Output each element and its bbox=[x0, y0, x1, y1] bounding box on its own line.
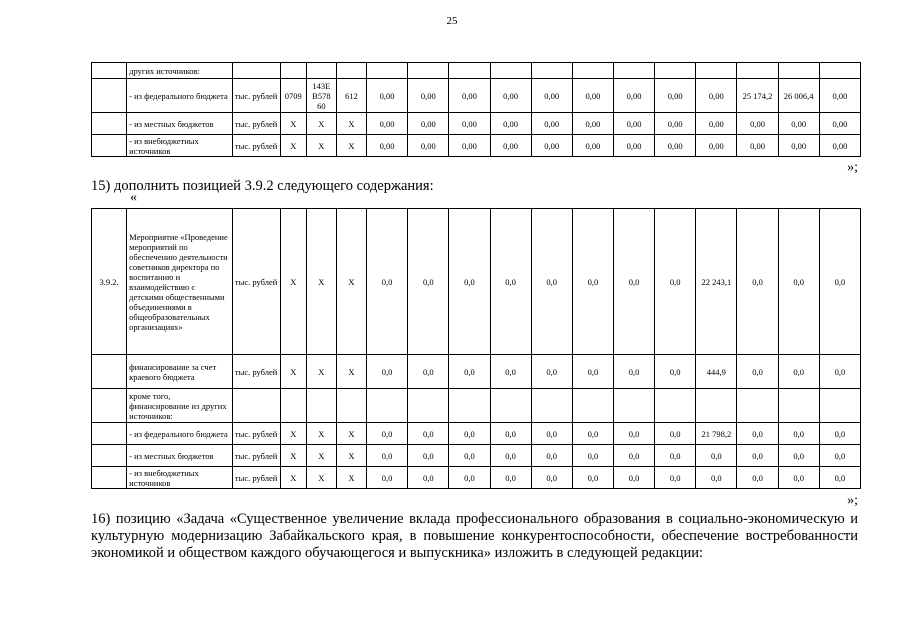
value-cell: 0,0 bbox=[531, 445, 572, 467]
value-cell: 0,0 bbox=[490, 423, 531, 445]
value-cell: 0,0 bbox=[367, 355, 408, 389]
value-cell: 0,00 bbox=[819, 135, 860, 157]
value-cell: 0,00 bbox=[696, 79, 737, 113]
row-number-cell bbox=[92, 63, 127, 79]
value-cell: 0,0 bbox=[655, 445, 696, 467]
unit-cell: тыс. рублей bbox=[232, 467, 280, 489]
value-cell: 0709 bbox=[280, 79, 306, 113]
value-cell: Х bbox=[280, 423, 306, 445]
value-cell: 0,0 bbox=[531, 209, 572, 355]
row-description-cell: других источников: bbox=[127, 63, 232, 79]
value-cell: 0,0 bbox=[737, 467, 778, 489]
value-cell: Х bbox=[306, 113, 336, 135]
value-cell: Х bbox=[336, 209, 366, 355]
value-cell: 0,0 bbox=[655, 467, 696, 489]
item-15-text: 15) дополнить позицией 3.9.2 следующего содержания: bbox=[91, 178, 434, 194]
value-cell: Х bbox=[336, 135, 366, 157]
row-number-cell bbox=[92, 423, 127, 445]
value-cell: 0,0 bbox=[367, 467, 408, 489]
value-cell: 0,00 bbox=[778, 113, 819, 135]
value-cell: 0,00 bbox=[613, 79, 654, 113]
table-row bbox=[92, 467, 861, 489]
value-cell: Х bbox=[280, 209, 306, 355]
unit-cell: тыс. рублей bbox=[232, 209, 280, 355]
value-cell: 0,0 bbox=[572, 445, 613, 467]
item-16-text: 16) позицию «Задача «Существенное увеличение вклада профессионального образования в социально-экономическую и культурную модернизацию Забайкальского края, в повышение конкурентоспособности, обеспечение востребованности экономикой и обществом каждого обучающегося и выпускника» изложить в следующей редакции: bbox=[91, 511, 858, 561]
value-cell: Х bbox=[336, 445, 366, 467]
value-cell: 0,0 bbox=[572, 423, 613, 445]
budget-table-3-9-2 bbox=[91, 208, 861, 489]
value-cell: 0,0 bbox=[449, 209, 490, 355]
value-cell: Х bbox=[280, 467, 306, 489]
value-cell: 0,0 bbox=[408, 209, 449, 355]
value-cell: 0,0 bbox=[778, 467, 819, 489]
value-cell: 0,0 bbox=[737, 355, 778, 389]
value-cell: 0,00 bbox=[737, 113, 778, 135]
unit-cell: тыс. рублей bbox=[232, 445, 280, 467]
value-cell: 0,0 bbox=[737, 423, 778, 445]
value-cell: 0,0 bbox=[367, 209, 408, 355]
value-cell: 26 006,4 bbox=[778, 79, 819, 113]
table-row bbox=[92, 423, 861, 445]
table-row bbox=[92, 209, 861, 355]
value-cell: 0,0 bbox=[449, 467, 490, 489]
value-cell: 0,0 bbox=[490, 209, 531, 355]
value-cell: 0,00 bbox=[531, 79, 572, 113]
value-cell bbox=[531, 389, 572, 423]
value-cell: 0,00 bbox=[572, 113, 613, 135]
row-number-cell bbox=[92, 389, 127, 423]
value-cell: 0,0 bbox=[408, 423, 449, 445]
unit-cell: тыс. рублей bbox=[232, 355, 280, 389]
value-cell bbox=[613, 63, 654, 79]
row-number-cell: 3.9.2. bbox=[92, 209, 127, 355]
page-number: 25 bbox=[446, 15, 458, 27]
value-cell bbox=[336, 63, 366, 79]
value-cell bbox=[490, 63, 531, 79]
value-cell: 0,0 bbox=[655, 423, 696, 445]
row-number-cell bbox=[92, 79, 127, 113]
value-cell bbox=[408, 63, 449, 79]
value-cell bbox=[572, 63, 613, 79]
value-cell: 0,0 bbox=[613, 423, 654, 445]
value-cell: 0,00 bbox=[696, 135, 737, 157]
table-row bbox=[92, 63, 861, 79]
value-cell bbox=[778, 63, 819, 79]
unit-cell bbox=[232, 389, 280, 423]
value-cell: Х bbox=[306, 355, 336, 389]
value-cell: 0,0 bbox=[696, 467, 737, 489]
value-cell: 0,0 bbox=[613, 209, 654, 355]
value-cell: Х bbox=[306, 445, 336, 467]
value-cell: Х bbox=[336, 355, 366, 389]
row-number-cell bbox=[92, 113, 127, 135]
value-cell bbox=[696, 389, 737, 423]
value-cell: 0,0 bbox=[778, 423, 819, 445]
value-cell: 0,00 bbox=[655, 113, 696, 135]
value-cell: 0,0 bbox=[572, 209, 613, 355]
value-cell bbox=[572, 389, 613, 423]
value-cell bbox=[778, 389, 819, 423]
value-cell: 0,0 bbox=[531, 467, 572, 489]
value-cell: 0,0 bbox=[696, 445, 737, 467]
value-cell: Х bbox=[280, 445, 306, 467]
value-cell bbox=[819, 389, 860, 423]
row-description-cell: - из федерального бюджета bbox=[127, 423, 232, 445]
value-cell bbox=[737, 63, 778, 79]
value-cell: 0,00 bbox=[531, 135, 572, 157]
value-cell bbox=[655, 63, 696, 79]
value-cell: 0,00 bbox=[367, 135, 408, 157]
value-cell: 0,00 bbox=[572, 135, 613, 157]
value-cell bbox=[449, 63, 490, 79]
value-cell: 0,0 bbox=[655, 355, 696, 389]
row-description-cell: - из местных бюджетов bbox=[127, 445, 232, 467]
value-cell: 0,0 bbox=[449, 355, 490, 389]
value-cell: 0,00 bbox=[778, 135, 819, 157]
value-cell: 0,0 bbox=[737, 209, 778, 355]
value-cell: Х bbox=[336, 467, 366, 489]
value-cell: 25 174,2 bbox=[737, 79, 778, 113]
value-cell: 0,00 bbox=[819, 79, 860, 113]
value-cell: 0,00 bbox=[449, 79, 490, 113]
value-cell bbox=[280, 389, 306, 423]
value-cell bbox=[696, 63, 737, 79]
value-cell bbox=[336, 389, 366, 423]
value-cell: 0,00 bbox=[490, 135, 531, 157]
value-cell bbox=[306, 63, 336, 79]
value-cell: 21 798,2 bbox=[696, 423, 737, 445]
value-cell: 0,00 bbox=[572, 79, 613, 113]
table-row bbox=[92, 135, 861, 157]
value-cell: 0,00 bbox=[531, 113, 572, 135]
table-row bbox=[92, 355, 861, 389]
value-cell: 0,0 bbox=[572, 467, 613, 489]
value-cell bbox=[531, 63, 572, 79]
unit-cell: тыс. рублей bbox=[232, 423, 280, 445]
value-cell: 0,0 bbox=[778, 445, 819, 467]
value-cell: 0,00 bbox=[655, 79, 696, 113]
row-description-cell: кроме того, финансирование из других источников: bbox=[127, 389, 232, 423]
value-cell: 444,9 bbox=[696, 355, 737, 389]
row-description-cell: - из местных бюджетов bbox=[127, 113, 232, 135]
value-cell: 143E B578 60 bbox=[306, 79, 336, 113]
value-cell: 0,00 bbox=[449, 113, 490, 135]
value-cell bbox=[367, 389, 408, 423]
value-cell: 22 243,1 bbox=[696, 209, 737, 355]
value-cell: 0,00 bbox=[408, 79, 449, 113]
value-cell bbox=[408, 389, 449, 423]
value-cell: 0,00 bbox=[408, 135, 449, 157]
value-cell bbox=[449, 389, 490, 423]
value-cell: Х bbox=[280, 355, 306, 389]
value-cell: 0,0 bbox=[408, 467, 449, 489]
unit-cell: тыс. рублей bbox=[232, 113, 280, 135]
value-cell: 0,0 bbox=[490, 445, 531, 467]
value-cell bbox=[819, 63, 860, 79]
row-description-cell: - из внебюджетных источников bbox=[127, 135, 232, 157]
value-cell bbox=[613, 389, 654, 423]
value-cell: 0,0 bbox=[490, 467, 531, 489]
value-cell bbox=[367, 63, 408, 79]
value-cell: 0,0 bbox=[367, 423, 408, 445]
row-number-cell bbox=[92, 445, 127, 467]
value-cell: 0,0 bbox=[613, 467, 654, 489]
value-cell: 0,0 bbox=[819, 209, 860, 355]
budget-table-top bbox=[91, 62, 861, 157]
row-number-cell bbox=[92, 355, 127, 389]
value-cell: Х bbox=[306, 209, 336, 355]
table-row bbox=[92, 113, 861, 135]
value-cell: 0,0 bbox=[613, 355, 654, 389]
value-cell: 0,0 bbox=[778, 355, 819, 389]
value-cell: 0,0 bbox=[449, 423, 490, 445]
value-cell: 0,00 bbox=[737, 135, 778, 157]
value-cell bbox=[280, 63, 306, 79]
value-cell: 0,0 bbox=[531, 355, 572, 389]
value-cell: 0,0 bbox=[367, 445, 408, 467]
value-cell: 0,00 bbox=[408, 113, 449, 135]
value-cell: 0,0 bbox=[408, 355, 449, 389]
value-cell bbox=[490, 389, 531, 423]
opening-quote: « bbox=[130, 190, 137, 205]
closing-quote-1: »; bbox=[847, 160, 858, 175]
value-cell: 0,0 bbox=[819, 355, 860, 389]
value-cell: 0,0 bbox=[572, 355, 613, 389]
table-row bbox=[92, 389, 861, 423]
row-number-cell bbox=[92, 467, 127, 489]
value-cell: Х bbox=[306, 467, 336, 489]
value-cell: 0,0 bbox=[819, 423, 860, 445]
value-cell: Х bbox=[336, 423, 366, 445]
closing-quote-2: »; bbox=[847, 493, 858, 508]
value-cell: 0,00 bbox=[819, 113, 860, 135]
value-cell: 0,00 bbox=[613, 135, 654, 157]
row-description-cell: финансирование за счет краевого бюджета bbox=[127, 355, 232, 389]
row-description-cell: - из федерального бюджета bbox=[127, 79, 232, 113]
value-cell: 0,00 bbox=[655, 135, 696, 157]
value-cell: Х bbox=[306, 423, 336, 445]
value-cell: Х bbox=[336, 113, 366, 135]
row-description-cell: Мероприятие «Проведение мероприятий по обеспечению деятельности советников директора по воспитанию и взаимодействию с детскими общественными объединениями в общеобразовательных организациях» bbox=[127, 209, 232, 355]
value-cell: 0,00 bbox=[449, 135, 490, 157]
value-cell: 0,0 bbox=[737, 445, 778, 467]
value-cell: 0,0 bbox=[819, 445, 860, 467]
unit-cell: тыс. рублей bbox=[232, 79, 280, 113]
value-cell: 0,0 bbox=[613, 445, 654, 467]
value-cell: 0,0 bbox=[778, 209, 819, 355]
table-row bbox=[92, 445, 861, 467]
value-cell: 0,00 bbox=[367, 113, 408, 135]
value-cell: 0,0 bbox=[490, 355, 531, 389]
value-cell bbox=[306, 389, 336, 423]
value-cell bbox=[737, 389, 778, 423]
value-cell: 0,0 bbox=[655, 209, 696, 355]
unit-cell: тыс. рублей bbox=[232, 135, 280, 157]
row-description-cell: - из внебюджетных источников bbox=[127, 467, 232, 489]
value-cell: 0,00 bbox=[696, 113, 737, 135]
value-cell: 0,0 bbox=[531, 423, 572, 445]
value-cell: 0,0 bbox=[449, 445, 490, 467]
value-cell: 0,00 bbox=[490, 79, 531, 113]
value-cell: 0,00 bbox=[367, 79, 408, 113]
value-cell: 0,0 bbox=[819, 467, 860, 489]
value-cell: Х bbox=[280, 113, 306, 135]
value-cell: 0,0 bbox=[408, 445, 449, 467]
value-cell: Х bbox=[306, 135, 336, 157]
value-cell: Х bbox=[280, 135, 306, 157]
value-cell: 0,00 bbox=[613, 113, 654, 135]
value-cell: 0,00 bbox=[490, 113, 531, 135]
row-number-cell bbox=[92, 135, 127, 157]
table-row bbox=[92, 79, 861, 113]
unit-cell bbox=[232, 63, 280, 79]
value-cell bbox=[655, 389, 696, 423]
value-cell: 612 bbox=[336, 79, 366, 113]
